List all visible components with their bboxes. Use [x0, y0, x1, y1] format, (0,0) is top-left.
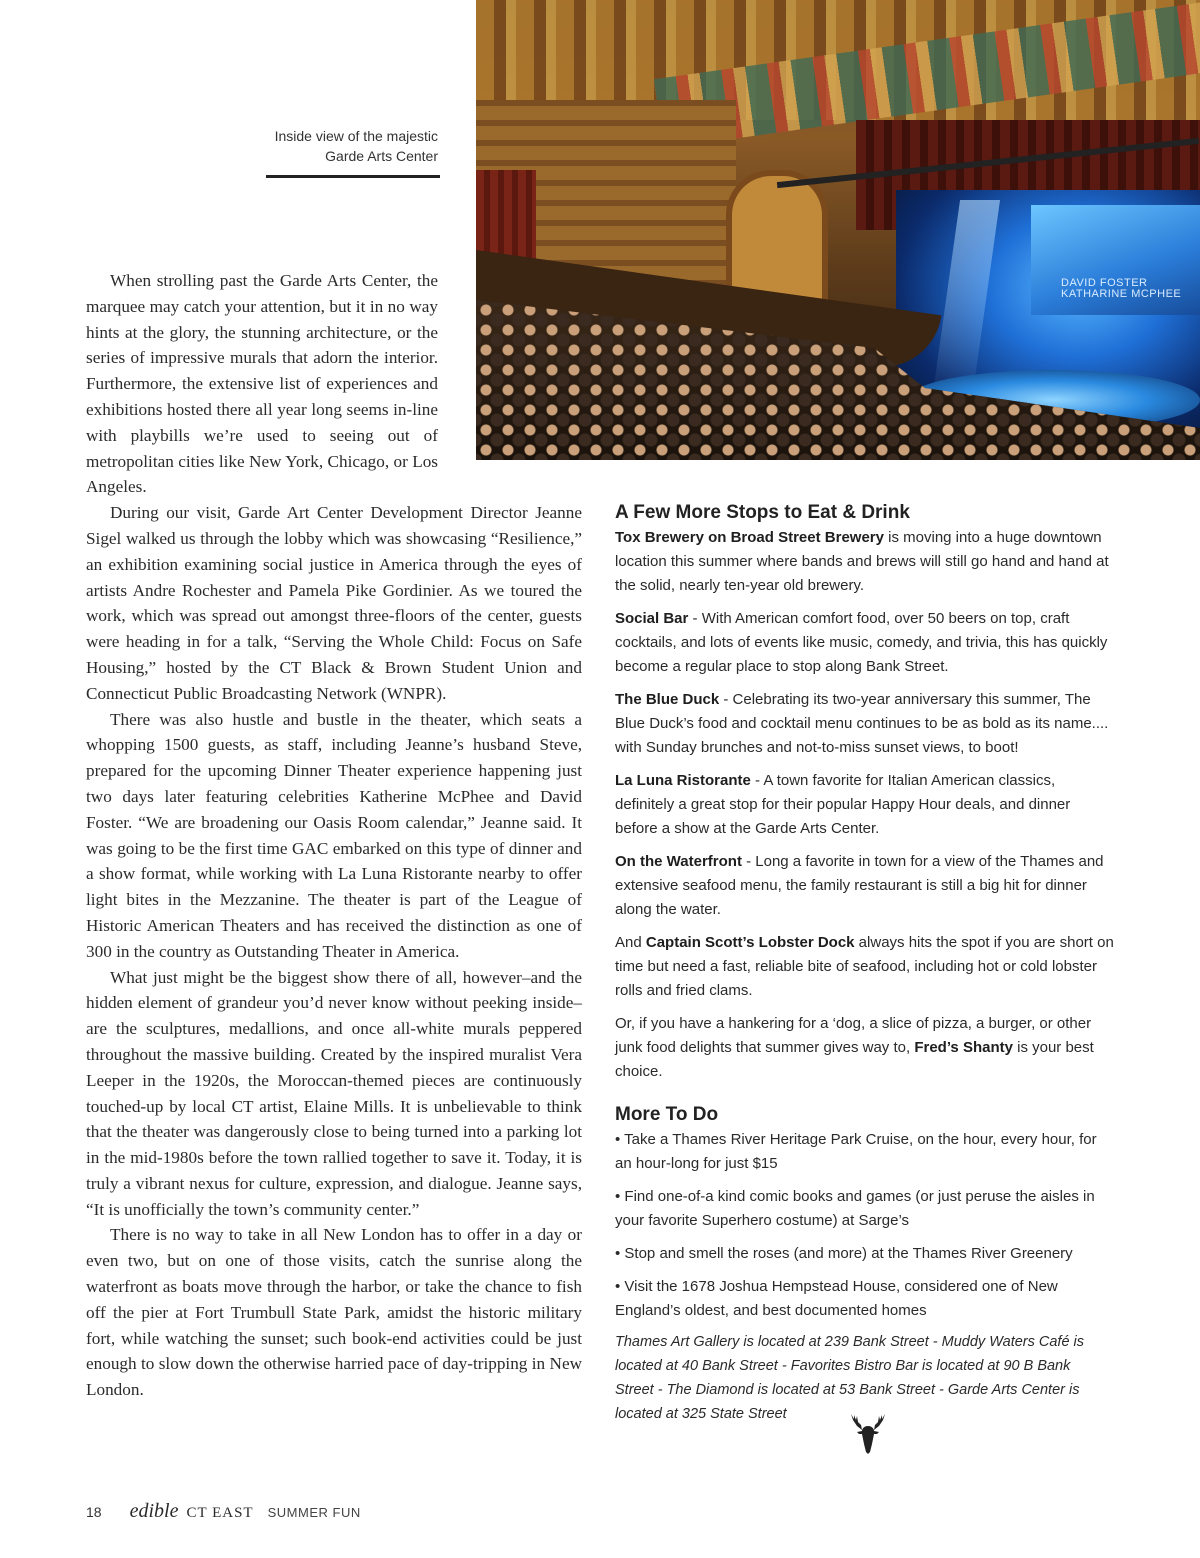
- photo-caption: [200, 126, 438, 166]
- deer-head-icon: [848, 1412, 888, 1454]
- magazine-region: CT EAST: [186, 1505, 254, 1521]
- caption-line1: Inside view of the majestic: [274, 128, 438, 144]
- screen-text-line2: KATHARINE MCPHEE: [1061, 288, 1182, 300]
- magazine-brand: edible: [129, 1500, 179, 1522]
- todo-item: • Find one-of-a kind comic books and games (or just peruse the aisles in your favorite Superhero costume) at Sarge’s: [615, 1188, 1095, 1229]
- article-paragraph-5: There is no way to take in all New London has to offer in a day or even two, but on one of those visits, catch the sunrise along the waterfront as boats move through the harbor, or take the chance to fish off the pier at Fort Trumbull State Park, amidst the historic military fort, while watching the sunset; such book-end activities could be just enough to slow down the otherwise harried pace of day-tripping in New London.: [86, 1225, 582, 1400]
- todo-item: • Take a Thames River Heritage Park Cruise, on the hour, every hour, for an hour-long for just $15: [615, 1131, 1097, 1172]
- stop-item: [615, 688, 1115, 760]
- caption-rule: [266, 175, 440, 178]
- stop-name: Social Bar: [615, 610, 689, 627]
- article-body: [86, 268, 582, 1403]
- article-paragraph-1: When strolling past the Garde Arts Center, the marquee may catch your attention, but it in no way hints at the glory, the stunning architecture, or the series of impressive murals that adorn the interior. Furthermore, the extensive list of experiences and exhibitions hosted there all year long seems in-line with playbills we’re used to seeing out of metropolitan cities like New York, Chicago, or Los Angeles.: [86, 271, 438, 497]
- stop-name: Tox Brewery on Broad Street Brewery: [615, 529, 884, 546]
- stop-description: is your best choice.: [615, 1039, 1094, 1080]
- todo-heading: More To Do: [615, 1104, 719, 1125]
- stop-description: - With American comfort food, over 50 beers on top, craft cocktails, and lots of events like music, comedy, and trivia, this has quickly become a regular place to stop along Bank Street.: [615, 610, 1108, 675]
- article-paragraph-2: During our visit, Garde Art Center Development Director Jeanne Sigel walked us through the lobby which was showcasing “Resilience,” an exhibition examining social justice in America through the eyes of artists Andre Rochester and Pamela Pike Gordinier. As we toured the work, which was spread out amongst three-floors of the center, guests were heading in for a talk, “Serving the Whole Child: Focus on Safe Housing,” hosted by the CT Black & Brown Student Union and Connecticut Public Broadcasting Network (WNPR).: [86, 503, 582, 703]
- page-footer: [86, 1500, 361, 1524]
- article-paragraph-3: There was also hustle and bustle in the theater, which seats a whopping 1500 guests, as staff, including Jeanne’s husband Steve, prepared for the upcoming Dinner Theater experience happening just two days later featuring celebrities Katherine McPhee and David Foster. “We are broadening our Oasis Room calendar,” Jeanne said. It was going to be the first time GAC embarked on this type of dinner and a show format, while working with La Luna Ristorante nearby to offer light bites in the Mezzanine. The theater is part of the League of Historic American Theaters and has received the distinction as one of 300 in the country as Outstanding Theater in America.: [86, 709, 582, 961]
- stop-item: [615, 1012, 1115, 1084]
- stop-name: On the Waterfront: [615, 853, 742, 870]
- stop-description: - A town favorite for Italian American classics, definitely a great stop for their popular Happy Hour deals, and dinner before a show at the Garde Arts Center.: [615, 772, 1071, 837]
- stop-description: is moving into a huge downtown location this summer where bands and brews will still go hand and hand at the solid, nearly ten-year old brewery.: [615, 529, 1109, 594]
- todo-section: [615, 1102, 1115, 1323]
- stop-name: Captain Scott’s Lobster Dock: [645, 934, 855, 951]
- stop-item: [615, 769, 1115, 841]
- page-number: 18: [86, 1504, 102, 1520]
- todo-item: • Stop and smell the roses (and more) at the Thames River Greenery: [615, 1245, 1073, 1262]
- theater-photo: [476, 0, 1200, 460]
- article-paragraph-4: What just might be the biggest show there of all, however–and the hidden element of grandeur you’d never know without peeking inside–are the sculptures, medallions, and once all-white murals peppered throughout the massive building. Created by the inspired muralist Vera Leeper in the 1920s, the Moroccan-themed pieces are continuously touched-up by local CT artist, Elaine Mills. It is unbelievable to think that the theater was dangerously close to being turned into a parking lot in the mid-1980s before the town rallied together to save it. Today, it is truly a vibrant nexus for culture, expression, and dialogue. Jeanne says, “It is unofficially the town’s community center.”: [86, 967, 582, 1219]
- todo-item: • Visit the 1678 Joshua Hempstead House, considered one of New England’s oldest, and best documented homes: [615, 1278, 1058, 1319]
- stop-description: - Long a favorite in town for a view of the Thames and extensive seafood menu, the family restaurant is still a big hit for dinner along the water.: [615, 853, 1104, 918]
- stops-heading: A Few More Stops to Eat & Drink: [615, 502, 910, 523]
- address-list: Thames Art Gallery is located at 239 Bank Street - Muddy Waters Café is located at 40 Bank Street - Favorites Bistro Bar is located at 90 B Bank Street - The Diamond is located at 53 Bank Street - Garde Arts Center is located at 325 State Street: [615, 1334, 1085, 1422]
- stop-description: - Celebrating its two-year anniversary this summer, The Blue Duck’s food and cocktail menu continues to be as bold as its name.... with Sunday brunches and not-to-miss sunset views, to boot!: [615, 691, 1109, 756]
- stop-item: [615, 526, 1115, 598]
- stop-intro: Or, if you have a hankering for a ‘dog, a slice of pizza, a burger, or other junk food delights that summer gives way to,: [615, 1015, 1092, 1056]
- stop-name: The Blue Duck: [615, 691, 720, 708]
- stop-name: La Luna Ristorante: [615, 772, 751, 789]
- stop-name: Fred’s Shanty: [914, 1039, 1013, 1056]
- stop-item: [615, 850, 1115, 922]
- section-name: SUMMER FUN: [267, 1505, 361, 1520]
- stop-intro: And: [615, 934, 646, 951]
- caption-line2: Garde Arts Center: [325, 148, 438, 164]
- stop-item: [615, 931, 1115, 1003]
- sidebar: [615, 500, 1115, 1332]
- stop-description: always hits the spot if you are short on time but need a fast, reliable bite of seafood, including hot or cold lobster rolls and fried clams.: [615, 934, 1114, 999]
- stop-item: [615, 607, 1115, 679]
- screen-text-line1: DAVID FOSTER: [1061, 277, 1148, 289]
- photo-screen-text: [1061, 278, 1181, 300]
